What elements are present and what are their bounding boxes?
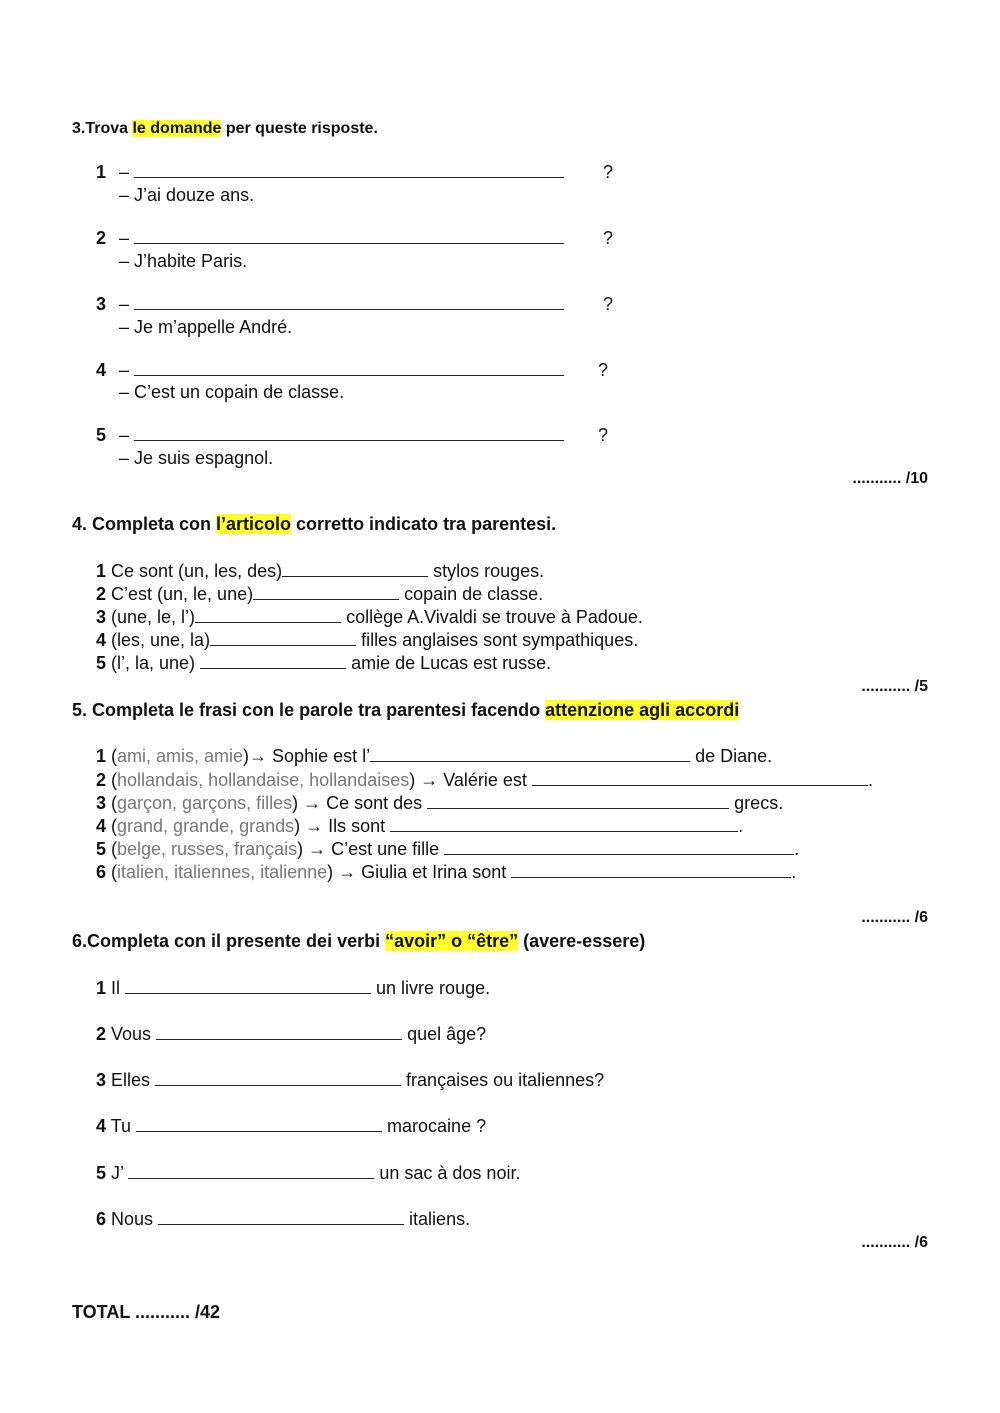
question-row: [96, 162, 564, 183]
item-number: 5: [96, 839, 107, 859]
exercise-row: [96, 793, 783, 814]
prompt-text: ) → C’est une fille: [297, 839, 445, 859]
prompt-text: françaises ou italiennes?: [401, 1070, 605, 1090]
item-number: 1: [96, 561, 107, 581]
question-mark: ?: [598, 425, 609, 445]
item-number: 5: [96, 1163, 107, 1183]
options-text: garçon, garçons, filles: [117, 793, 293, 813]
item-number: 4: [96, 816, 107, 836]
title-text: 3.Trova: [72, 120, 133, 137]
item-number: 4: [96, 1116, 107, 1136]
prompt-text: )→ Sophie est l’: [243, 746, 371, 766]
exercise-row: [96, 862, 796, 883]
prompt-text: un sac à dos noir.: [374, 1163, 521, 1183]
exercise-row: [96, 770, 873, 791]
question-mark: ?: [603, 294, 614, 314]
prompt-text: marocaine ?: [382, 1116, 487, 1136]
answer-blank[interactable]: [444, 840, 794, 855]
item-number: 6: [96, 1209, 107, 1229]
title-text: corretto indicato tra parentesi.: [291, 514, 557, 534]
options-text: ami, amis, amie: [117, 746, 244, 766]
answer-blank[interactable]: [427, 794, 729, 809]
options-text: italien, italiennes, italienne: [117, 862, 328, 882]
item-number: 2: [96, 770, 107, 790]
prompt-text: .: [867, 770, 873, 790]
exercise-row: [96, 746, 772, 767]
question-mark: ?: [603, 162, 614, 182]
answer-blank[interactable]: [155, 1071, 401, 1086]
exercise-row: [96, 584, 543, 605]
item-number: 2: [96, 584, 107, 604]
prompt-text: grecs.: [729, 793, 784, 813]
total-score: TOTAL ........... /42: [72, 1302, 221, 1322]
answer-blank[interactable]: [370, 747, 690, 762]
item-number: 2: [96, 228, 107, 248]
question-mark: ?: [603, 228, 614, 248]
exercise-row: [96, 630, 638, 651]
prompt-text: Elles: [106, 1070, 156, 1090]
paren-text: (: [106, 839, 118, 859]
item-number: 1: [96, 746, 107, 766]
exercise-row: [96, 561, 544, 582]
answer-blank[interactable]: [134, 361, 564, 376]
highlight: l’articolo: [216, 514, 292, 534]
options-text: hollandais, hollandaise, hollandaises: [117, 770, 410, 790]
section-5-score: ........... /6: [861, 909, 928, 926]
dash: –: [119, 360, 130, 380]
paren-text: (: [106, 793, 118, 813]
item-number: 3: [96, 1070, 107, 1090]
prompt-text: de Diane.: [690, 746, 773, 766]
prompt-text: .: [738, 816, 744, 836]
answer-blank[interactable]: [134, 295, 564, 310]
exercise-row: [96, 1209, 470, 1230]
answer-blank[interactable]: [390, 817, 738, 832]
section-6-title: [72, 931, 645, 952]
paren-text: (: [106, 770, 118, 790]
dash: –: [119, 162, 130, 182]
prompt-text: stylos rouges.: [428, 561, 545, 581]
answer-blank[interactable]: [134, 426, 564, 441]
exercise-row: [96, 978, 490, 999]
prompt-text: .: [791, 862, 797, 882]
answer-blank[interactable]: [511, 863, 791, 878]
prompt-text: Il: [106, 978, 126, 998]
prompt-text: (une, le, l’): [106, 607, 196, 627]
title-text: 6.Completa con il presente dei verbi: [72, 931, 386, 951]
answer-blank[interactable]: [532, 771, 868, 786]
question-row: [96, 425, 564, 446]
prompt-text: quel âge?: [402, 1024, 487, 1044]
item-number: 4: [96, 360, 107, 380]
prompt-text: Vous: [106, 1024, 157, 1044]
item-number: 3: [96, 607, 107, 627]
exercise-row: [96, 839, 799, 860]
paren-text: (: [106, 862, 118, 882]
paren-text: (: [106, 816, 118, 836]
exercise-row: [96, 1024, 486, 1045]
question-row: [96, 228, 564, 249]
answer-blank[interactable]: [128, 1164, 374, 1179]
exercise-row: [96, 653, 551, 674]
item-number: 5: [96, 425, 107, 445]
answer-blank[interactable]: [253, 585, 399, 600]
prompt-text: ) → Valérie est: [409, 770, 532, 790]
prompt-text: ) → Ils sont: [294, 816, 391, 836]
prompt-text: (les, une, la): [106, 630, 211, 650]
section-3-title: [72, 120, 378, 138]
answer-blank[interactable]: [158, 1210, 404, 1225]
answer-blank[interactable]: [134, 229, 564, 244]
paren-text: (: [106, 746, 118, 766]
item-number: 3: [96, 294, 107, 314]
prompt-text: un livre rouge.: [371, 978, 491, 998]
prompt-text: ) → Ce sont des: [292, 793, 428, 813]
prompt-text: .: [794, 839, 800, 859]
prompt-text: italiens.: [404, 1209, 471, 1229]
answer-text: – Je suis espagnol.: [119, 448, 274, 468]
item-number: 4: [96, 630, 107, 650]
dash: –: [119, 425, 130, 445]
question-mark: ?: [598, 360, 609, 380]
answer-blank[interactable]: [195, 608, 341, 623]
highlight: attenzione agli accordi: [545, 700, 740, 720]
answer-blank[interactable]: [134, 163, 564, 178]
answer-blank[interactable]: [200, 654, 346, 669]
answer-text: – C’est un copain de classe.: [119, 382, 345, 402]
title-text: 4. Completa con: [72, 514, 217, 534]
answer-blank[interactable]: [210, 631, 356, 646]
prompt-text: collège A.Vivaldi se trouve à Padoue.: [341, 607, 643, 627]
highlight: “avoir” o “être”: [385, 931, 519, 951]
exercise-row: [96, 1163, 520, 1184]
answer-text: – J’habite Paris.: [119, 251, 248, 271]
title-text: (avere-essere): [518, 931, 646, 951]
answer-blank[interactable]: [136, 1117, 382, 1132]
item-number: 2: [96, 1024, 107, 1044]
title-text: 5. Completa le frasi con le parole tra parentesi facendo: [72, 700, 546, 720]
exercise-row: [96, 1070, 604, 1091]
answer-text: – J’ai douze ans.: [119, 185, 255, 205]
prompt-text: J’: [106, 1163, 129, 1183]
prompt-text: Nous: [106, 1209, 159, 1229]
prompt-text: filles anglaises sont sympathiques.: [356, 630, 639, 650]
section-6-score: ........... /6: [861, 1234, 928, 1251]
prompt-text: copain de classe.: [399, 584, 544, 604]
exercise-row: [96, 816, 743, 837]
question-row: [96, 360, 564, 381]
section-4-score: ........... /5: [861, 678, 928, 695]
answer-text: – Je m’appelle André.: [119, 317, 293, 337]
exercise-row: [96, 1116, 486, 1137]
item-number: 6: [96, 862, 107, 882]
prompt-text: Tu: [106, 1116, 137, 1136]
item-number: 1: [96, 978, 107, 998]
item-number: 3: [96, 793, 107, 813]
answer-blank[interactable]: [282, 562, 428, 577]
options-text: grand, grande, grands: [117, 816, 295, 836]
prompt-text: ) → Giulia et Irina sont: [327, 862, 512, 882]
options-text: belge, russes, français: [117, 839, 298, 859]
title-text: per queste risposte.: [221, 120, 378, 137]
highlight: le domande: [132, 120, 222, 137]
item-number: 5: [96, 653, 107, 673]
answer-blank[interactable]: [125, 979, 371, 994]
dash: –: [119, 294, 130, 314]
question-row: [96, 294, 564, 315]
section-4-title: [72, 514, 556, 535]
dash: –: [119, 228, 130, 248]
prompt-text: amie de Lucas est russe.: [346, 653, 552, 673]
section-5-title: [72, 700, 739, 721]
prompt-text: (l’, la, une): [106, 653, 201, 673]
prompt-text: Ce sont (un, les, des): [106, 561, 283, 581]
prompt-text: C’est (un, le, une): [106, 584, 254, 604]
section-3-score: ........... /10: [852, 470, 928, 487]
exercise-row: [96, 607, 643, 628]
answer-blank[interactable]: [156, 1025, 402, 1040]
item-number: 1: [96, 162, 107, 182]
